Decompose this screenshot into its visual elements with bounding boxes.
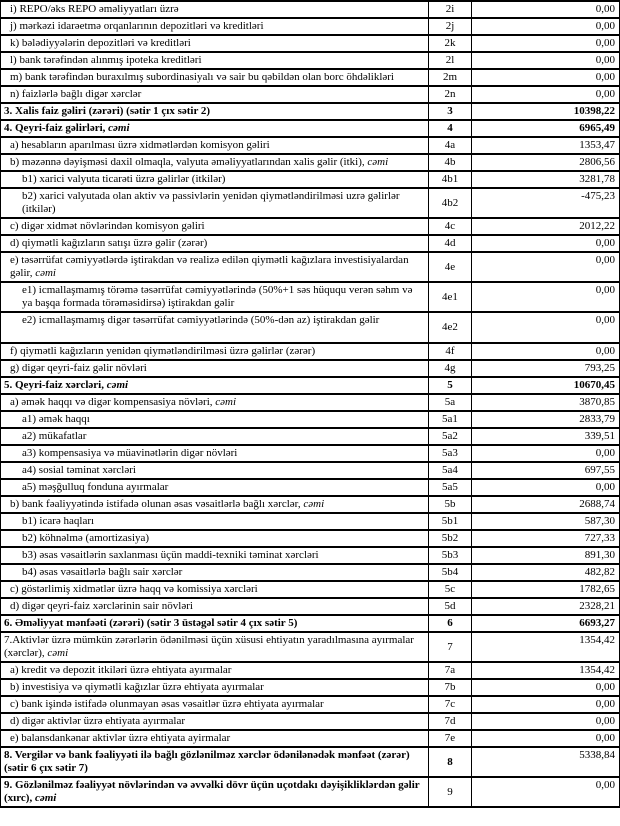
row-label-cell: [1, 282, 429, 312]
row-code: 5b3: [429, 547, 472, 564]
table-row: [1, 662, 620, 679]
row-code: 4d: [429, 235, 472, 252]
row-value: 10398,22: [472, 103, 620, 120]
row-label: b4) əsas vəsaitlərlə bağlı sair xərclər: [22, 566, 183, 578]
table-row: [1, 235, 620, 252]
row-label-italic-suffix: cəmi: [105, 122, 130, 134]
row-label: d) digər qeyri-faiz xərclərinin sair növləri: [10, 600, 193, 612]
row-value: 0,00: [472, 35, 620, 52]
row-code: 5b4: [429, 564, 472, 581]
row-value: 2833,79: [472, 411, 620, 428]
row-value: 727,33: [472, 530, 620, 547]
row-code: 4b1: [429, 171, 472, 188]
row-value: 3870,85: [472, 394, 620, 411]
row-label-cell: [1, 428, 429, 445]
row-label: k) bələdiyyələrin depozitləri və kreditləri: [10, 37, 191, 49]
table-row: [1, 564, 620, 581]
row-label: 3. Xalis faiz gəliri (zərəri) (sətir 1 çıx sətir 2): [4, 105, 211, 117]
row-code: 5a4: [429, 462, 472, 479]
row-label: 9. Gözlənilməz fəaliyyət növlərindən və əvvəlki dövr üçün uçotdakı dəyişikliklərdən gəlir (xırc),: [4, 779, 420, 804]
table-row: [1, 360, 620, 377]
table-row: [1, 188, 620, 218]
row-label: d) digər aktivlər üzrə ehtiyata ayırmalar: [10, 715, 185, 727]
row-label-cell: [1, 154, 429, 171]
table-row: [1, 581, 620, 598]
row-label-cell: [1, 632, 429, 662]
statement-rows: [1, 1, 620, 807]
row-label: b3) əsas vəsaitlərin saxlanması üçün maddi-texniki təminat xərcləri: [22, 549, 319, 561]
row-value: 0,00: [472, 69, 620, 86]
row-label: c) digər xidmət növlərindən komisyon gəliri: [10, 220, 205, 232]
row-code: 5a1: [429, 411, 472, 428]
row-label-cell: [1, 171, 429, 188]
row-code: 5a: [429, 394, 472, 411]
row-value: 0,00: [472, 479, 620, 496]
row-code: 2k: [429, 35, 472, 52]
row-label: 8. Vergilər və bank fəaliyyəti ilə bağlı gözlənilməz xərclər ödənilənədək mənfəət (zərər) (sətir 6 çıx sətir 7): [4, 749, 410, 774]
table-row: [1, 513, 620, 530]
row-label-cell: [1, 564, 429, 581]
row-code: 2n: [429, 86, 472, 103]
row-value: 793,25: [472, 360, 620, 377]
row-label-cell: [1, 679, 429, 696]
row-label-cell: [1, 69, 429, 86]
row-label-cell: [1, 496, 429, 513]
row-label: a) əmək haqqı və digər kompensasiya növləri,: [10, 396, 213, 408]
row-value: 6693,27: [472, 615, 620, 632]
row-code: 7d: [429, 713, 472, 730]
row-code: 4e1: [429, 282, 472, 312]
table-row: [1, 394, 620, 411]
table-row: [1, 312, 620, 343]
row-code: 5b: [429, 496, 472, 513]
row-label-italic-suffix: cəmi: [44, 647, 69, 659]
row-value: 587,30: [472, 513, 620, 530]
table-row: [1, 496, 620, 513]
row-label-cell: [1, 188, 429, 218]
row-label-italic-suffix: cəmi: [32, 267, 56, 279]
table-row: [1, 428, 620, 445]
row-value: 1353,47: [472, 137, 620, 154]
row-label: b) məzənnə dəyişməsi daxil olmaqla, valyuta əməliyyatlarından xalis gəlir (itki),: [10, 156, 365, 168]
row-label: b1) icarə haqları: [22, 515, 95, 527]
row-label: n) faizlərlə bağlı digər xərclər: [10, 88, 142, 100]
row-value: 2012,22: [472, 218, 620, 235]
row-label-cell: [1, 411, 429, 428]
table-row: [1, 747, 620, 777]
row-value: 0,00: [472, 1, 620, 18]
row-code: 4g: [429, 360, 472, 377]
table-row: [1, 252, 620, 282]
row-label-italic-suffix: cəmi: [32, 792, 57, 804]
row-value: 891,30: [472, 547, 620, 564]
table-row: [1, 18, 620, 35]
row-code: 5: [429, 377, 472, 394]
row-label: a1) əmək haqqı: [22, 413, 90, 425]
row-label-cell: [1, 18, 429, 35]
row-label-cell: [1, 513, 429, 530]
row-label: m) bank tərəfindən buraxılmış subordinasiyalı və sair bu qəbildən olan borc öhdəlikləri: [10, 71, 394, 83]
row-value: 0,00: [472, 235, 620, 252]
row-value: 0,00: [472, 282, 620, 312]
row-value: 697,55: [472, 462, 620, 479]
table-row: [1, 137, 620, 154]
row-label: g) digər qeyri-faiz gəlir növləri: [10, 362, 147, 374]
row-value: 482,82: [472, 564, 620, 581]
row-value: 339,51: [472, 428, 620, 445]
row-label: d) qiymətli kağızların satışı üzrə gəlir (zərər): [10, 237, 208, 249]
table-row: [1, 86, 620, 103]
row-value: 0,00: [472, 312, 620, 343]
row-code: 5d: [429, 598, 472, 615]
row-label-cell: [1, 1, 429, 18]
row-value: 2806,56: [472, 154, 620, 171]
row-code: 5a5: [429, 479, 472, 496]
row-label-italic-suffix: cəmi: [103, 379, 129, 391]
table-row: [1, 103, 620, 120]
table-row: [1, 598, 620, 615]
row-value: 0,00: [472, 445, 620, 462]
row-label: b) investisiya və qiymətli kağızlar üzrə ehtiyata ayırmalar: [10, 681, 264, 693]
row-value: 0,00: [472, 730, 620, 747]
row-label: e) balansdankənar aktivlər üzrə ehtiyata ayirmalar: [10, 732, 231, 744]
row-code: 9: [429, 777, 472, 807]
row-label: e1) icmallaşmamış törəmə təsərrüfat cəmiyyətlərində (50%+1 səs hüququ verən səhm və ya başqa formada törəməsidirsə) iştirakdan gəlir: [22, 284, 413, 309]
row-label: c) göstərlimiş xidmətlər üzrə haqq və komissiya xərcləri: [10, 583, 258, 595]
table-row: [1, 343, 620, 360]
table-row: [1, 696, 620, 713]
row-label: e) təsərrüfat cəmiyyətlərdə iştirakdan və realizə edilən qiymətli kağızlara investisiyalardan gəlir,: [10, 254, 409, 279]
row-code: 4c: [429, 218, 472, 235]
row-value: -475,23: [472, 188, 620, 218]
row-code: 8: [429, 747, 472, 777]
table-row: [1, 411, 620, 428]
row-label-cell: [1, 312, 429, 343]
row-value: 0,00: [472, 343, 620, 360]
table-row: [1, 69, 620, 86]
row-code: 4e: [429, 252, 472, 282]
row-label-cell: [1, 103, 429, 120]
row-code: 5a3: [429, 445, 472, 462]
row-label: l) bank tərəfindən alınmış ipoteka kreditləri: [10, 54, 202, 66]
row-code: 4b2: [429, 188, 472, 218]
row-label-cell: [1, 394, 429, 411]
row-label: a4) sosial təminat xərcləri: [22, 464, 136, 476]
row-label-cell: [1, 137, 429, 154]
row-label: b) bank fəaliyyətində istifadə olunan əsas vəsaitlərlə bağlı xərclər,: [10, 498, 301, 510]
table-row: [1, 52, 620, 69]
row-code: 7b: [429, 679, 472, 696]
row-label-cell: [1, 615, 429, 632]
row-value: 0,00: [472, 252, 620, 282]
row-value: 0,00: [472, 777, 620, 807]
row-label-cell: [1, 662, 429, 679]
row-label-cell: [1, 581, 429, 598]
row-label-cell: [1, 598, 429, 615]
row-label-cell: [1, 777, 429, 807]
row-label-cell: [1, 218, 429, 235]
table-row: [1, 120, 620, 137]
table-row: [1, 282, 620, 312]
row-code: 7c: [429, 696, 472, 713]
row-label-cell: [1, 52, 429, 69]
row-label-cell: [1, 252, 429, 282]
row-label-cell: [1, 462, 429, 479]
table-row: [1, 530, 620, 547]
row-label: a5) məşğulluq fonduna ayırmalar: [22, 481, 169, 493]
row-value: 2328,21: [472, 598, 620, 615]
row-value: 0,00: [472, 696, 620, 713]
row-label: 5. Qeyri-faiz xərcləri,: [4, 379, 104, 391]
row-label: i) REPO/əks REPO əməliyyatları üzrə: [10, 3, 179, 15]
row-value: 3281,78: [472, 171, 620, 188]
row-label-cell: [1, 360, 429, 377]
row-label: b1) xarici valyuta ticarəti üzrə gəlirlər (itkilər): [22, 173, 226, 185]
row-label: b2) xarici valyutada olan aktiv və passivlərin yenidən qiymətləndirilməsi uzrə gəlirlər (itkilər): [22, 190, 400, 215]
row-label-cell: [1, 35, 429, 52]
row-value: 1354,42: [472, 632, 620, 662]
row-label-cell: [1, 696, 429, 713]
row-code: 2l: [429, 52, 472, 69]
row-value: 5338,84: [472, 747, 620, 777]
table-row: [1, 462, 620, 479]
table-row: [1, 679, 620, 696]
table-row: [1, 730, 620, 747]
row-label: a3) kompensasiya və müavinətlərin digər növləri: [22, 447, 238, 459]
row-code: 2i: [429, 1, 472, 18]
row-value: 1354,42: [472, 662, 620, 679]
row-value: 0,00: [472, 86, 620, 103]
table-row: [1, 547, 620, 564]
row-code: 7e: [429, 730, 472, 747]
table-row: [1, 154, 620, 171]
table-row: [1, 479, 620, 496]
row-label: 6. Əməliyyat mənfəəti (zərəri) (sətir 3 üstəgəl sətir 4 çıx sətir 5): [4, 617, 298, 629]
table-row: [1, 1, 620, 18]
row-label: f) qiymətli kağızların yenidən qiymətləndirilməsi üzrə gəlirlər (zərər): [10, 345, 316, 357]
row-label-cell: [1, 86, 429, 103]
row-code: 2m: [429, 69, 472, 86]
row-label-cell: [1, 377, 429, 394]
row-code: 7: [429, 632, 472, 662]
row-label-italic-suffix: cəmi: [212, 396, 237, 408]
row-code: 3: [429, 103, 472, 120]
row-label-cell: [1, 343, 429, 360]
row-code: 4b: [429, 154, 472, 171]
row-label: 4. Qeyri-faiz gəlirləri,: [4, 122, 106, 134]
row-value: 10670,45: [472, 377, 620, 394]
row-label-cell: [1, 530, 429, 547]
row-value: 0,00: [472, 52, 620, 69]
table-row: [1, 445, 620, 462]
row-code: 2j: [429, 18, 472, 35]
row-label: a2) mükafatlar: [22, 430, 87, 442]
row-label: c) bank işində istifadə olunmayan əsas vəsaitlər üzrə ehtiyata ayırmalar: [10, 698, 324, 710]
row-value: 6965,49: [472, 120, 620, 137]
row-label: b2) köhnəlmə (amortizasiya): [22, 532, 150, 544]
row-code: 4a: [429, 137, 472, 154]
table-row: [1, 713, 620, 730]
row-label: a) hesabların aparılması üzrə xidmətlərdən komisyon gəliri: [10, 139, 270, 151]
table-row: [1, 632, 620, 662]
row-code: 4: [429, 120, 472, 137]
row-label-cell: [1, 445, 429, 462]
row-code: 7a: [429, 662, 472, 679]
row-label-cell: [1, 120, 429, 137]
row-value: 2688,74: [472, 496, 620, 513]
row-label-cell: [1, 730, 429, 747]
row-code: 5a2: [429, 428, 472, 445]
table-row: [1, 615, 620, 632]
row-value: 0,00: [472, 713, 620, 730]
row-label: e2) icmallaşmamış digər təsərrüfat cəmiyyətlərində (50%-dən az) iştirakdan gəlir: [22, 314, 380, 326]
row-label-italic-suffix: cəmi: [300, 498, 325, 510]
row-label-cell: [1, 479, 429, 496]
row-code: 5b2: [429, 530, 472, 547]
row-label-italic-suffix: cəmi: [364, 156, 389, 168]
row-label-cell: [1, 713, 429, 730]
row-label-cell: [1, 547, 429, 564]
table-row: [1, 171, 620, 188]
table-row: [1, 218, 620, 235]
row-label: j) mərkəzi idarəetmə orqanlarının depozitləri və kreditləri: [10, 20, 264, 32]
row-code: 4f: [429, 343, 472, 360]
table-row: [1, 377, 620, 394]
row-value: 0,00: [472, 18, 620, 35]
table-row: [1, 35, 620, 52]
table-row: [1, 777, 620, 807]
row-code: 5b1: [429, 513, 472, 530]
row-label: 7.Aktivlər üzrə mümkün zərərlərin ödənilməsi üçün xüsusi ehtiyatın yaradılmasına ayırmalar (xərclər),: [4, 634, 414, 659]
row-value: 1782,65: [472, 581, 620, 598]
row-value: 0,00: [472, 679, 620, 696]
row-code: 4e2: [429, 312, 472, 343]
row-label-cell: [1, 235, 429, 252]
row-code: 5c: [429, 581, 472, 598]
row-label: a) kredit və depozit itkiləri üzrə ehtiyata ayırmalar: [10, 664, 232, 676]
row-label-cell: [1, 747, 429, 777]
row-code: 6: [429, 615, 472, 632]
